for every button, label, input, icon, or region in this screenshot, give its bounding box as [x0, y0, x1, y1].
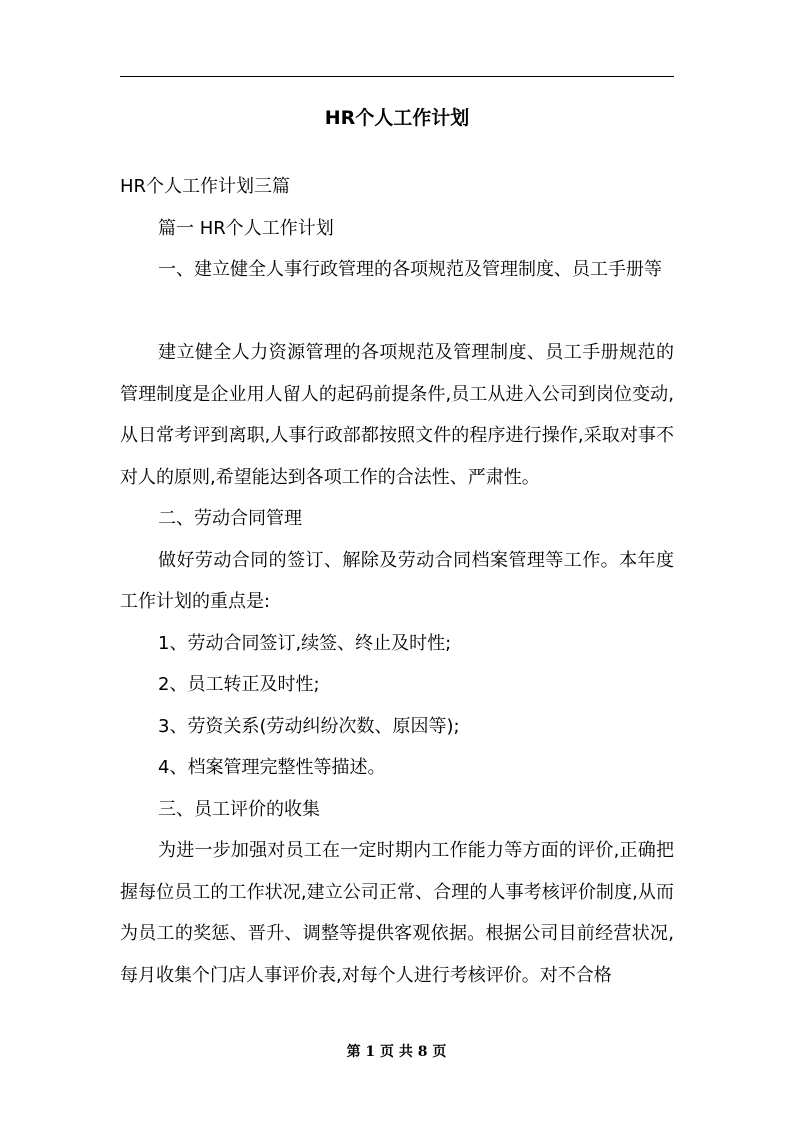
- list-item: 1、劳动合同签订,续签、终止及时性;: [158, 632, 452, 654]
- paragraph-subtitle: HR个人工作计划三篇: [120, 176, 291, 197]
- paragraph-section-heading: 篇一 HR个人工作计划: [158, 217, 334, 239]
- list-item: 4、档案管理完整性等描述。: [158, 757, 386, 778]
- paragraph-heading-3: 三、员工评价的收集: [158, 798, 320, 820]
- page-number: 第 1 页 共 8 页: [346, 1044, 447, 1060]
- paragraph-body-3: 为进一步加强对员工在一定时期内工作能力等方面的评价,正确把握每位员工的工作状况,建立公司正常、合理的人事考核评价制度,从而为员工的奖惩、晋升、调整等提供客观依据。根据公司目前经营状况,每月收集个门店人事评价表,对每个人进行考核评价。对不合格: [120, 840, 674, 986]
- paragraph-body-2: 做好劳动合同的签订、解除及劳动合同档案管理等工作。本年度工作计划的重点是:: [120, 549, 674, 612]
- paragraph-heading-2: 二、劳动合同管理: [158, 508, 302, 529]
- document-title: HR个人工作计划: [324, 107, 470, 129]
- paragraph-body-1: 建立健全人力资源管理的各项规范及管理制度、员工手册规范的管理制度是企业用人留人的起码前提条件,员工从进入公司到岗位变动,从日常考评到离职,人事行政部都按照文件的程序进行操作,采取对事不对人的原则,希望能达到各项工作的合法性、严肃性。: [120, 342, 674, 488]
- header-rule: [120, 76, 674, 77]
- list-item: 2、员工转正及时性;: [158, 674, 320, 695]
- list-item: 3、劳资关系(劳动纠纷次数、原因等);: [158, 715, 460, 737]
- blank-line: [120, 291, 674, 333]
- paragraph-heading-1: 一、建立健全人事行政管理的各项规范及管理制度、员工手册等: [158, 259, 662, 280]
- document-body: [120, 166, 674, 996]
